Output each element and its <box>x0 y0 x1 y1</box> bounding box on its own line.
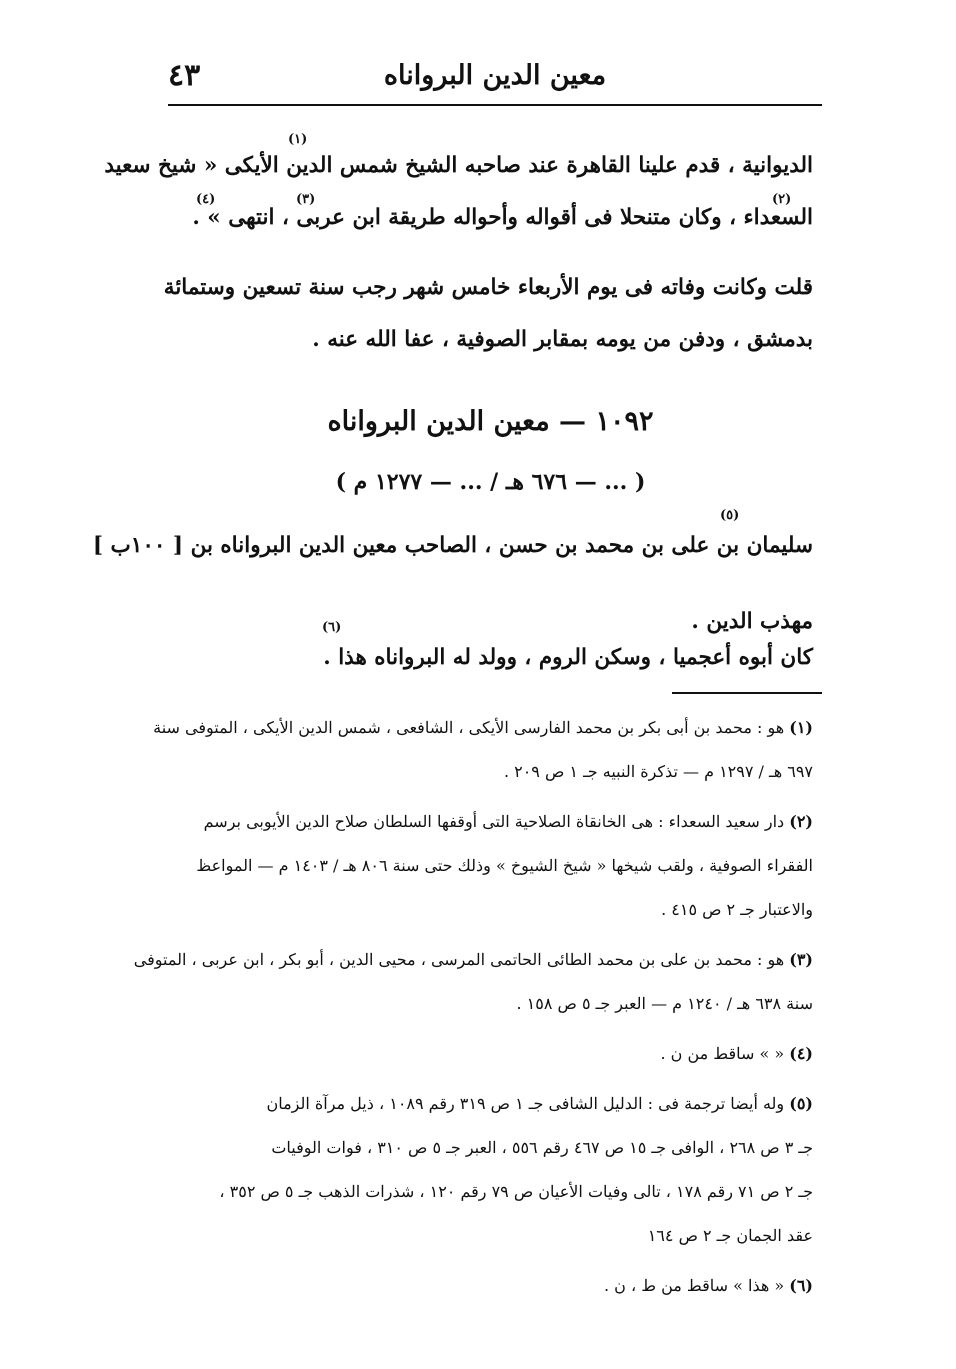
footnote-line <box>168 1264 813 1308</box>
page-number: ٤٣ <box>168 58 201 93</box>
running-head <box>168 58 822 98</box>
paragraph-continuation <box>104 140 813 244</box>
header-rule <box>168 104 822 106</box>
footnote-text: « هذا » ساقط من ط ، ن . <box>603 1276 785 1295</box>
footnote-text: هو : محمد بن على بن محمد الطائى الحاتمى المرسى ، محيى الدين ، أبو بكر ، ابن عربى ، المتوفى <box>133 950 785 969</box>
footnote-line: ٦٩٧ هـ / ١٢٩٧ م — تذكرة النبيه جـ ١ ص ٢٠٩ . <box>503 762 813 781</box>
footnote-line <box>153 706 813 750</box>
footnotes <box>133 706 813 1314</box>
text-line: السعداء ، وكان متنحلا فى أقواله وأحواله طريقة ابن عربى ، انتهى » . <box>192 205 813 230</box>
text-line: كان أبوه أعجميا ، وسكن الروم ، وولد له البرواناه هذا . <box>323 645 813 670</box>
footnote-line: سنة ٦٣٨ هـ / ١٢٤٠ م — العبر جـ ٥ ص ١٥٨ . <box>516 994 813 1013</box>
footnote-5 <box>168 1082 813 1258</box>
footnote-line <box>133 938 813 982</box>
book-page: ٤٣ معين الدين البرواناه الديوانية ، قدم علينا القاهرة عند صاحبه الشيخ شمس الدين الأيكى « شيخ سعيد السعداء ، وكان متنحلا فى أقواله وأحواله طريقة ابن عربى ، انتهى » . (١) (٢) (٣) (٤) قلت وكانت وفاته فى يوم الأربعاء خامس شهر رجب سنة تسعين وستمائة بدمشق ، ودفن من يومه بمقابر الصوفية ، عفا الله عنه . ١٠٩٢ — معين الدين البرواناه ( ... — ٦٧٦ هـ / ... — ١٢٧٧ م ) سليمان بن على بن محمد بن حسن ، الصاحب معين الدين البرواناه بن [ ١٠٠ب ] مهذب الدين . (٥) كان أبوه أعجميا ، وسكن الروم ، وولد له البرواناه هذا . (٦) (١) هو : محمد بن أبى بكر بن محمد الفارسى الأيكى ، الشافعى ، شمس الدين الأيكى ، المتوفى سنة ٦٩٧ هـ / ١٢٩٧ م — تذكرة النبيه جـ ١ ص ٢٠٩ . (٢) دار سعيد السعداء : هى الخانقاة الصلاحية التى أوقفها السلطان صلاح الدين الأيوبى برسم الفقراء الصوفية ، ولقب شيخها « شيخ الشيوخ » وذلك حتى سنة ٨٠٦ هـ / ١٤٠٣ م — المواعظ والاعتبار جـ ٢ ص ٤١٥ . (٣) هو : محمد بن على بن محمد الطائى الحاتمى المرسى ، محيى الدين ، أبو بكر ، ابن عربى ، المتوفى سنة ٦٣٨ هـ / ١٢٤٠ م — العبر جـ ٥ ص ١٥٨ . (٤) « » ساقط من ن . (٥) وله أيضا ترجمة فى : الدليل الشافى جـ ١ ص ٣١٩ رقم ١٠٨٩ ، ذيل مرآة الزمان جـ ٣ ص ٢٦٨ ، الوافى جـ ١٥ ص ٤٦٧ رقم ٥٥٦ ، العبر جـ ٥ ص ٣١٠ ، فوات الوفيات جـ ٢ ص ٧١ رقم ١٧٨ ، تالى وفيات الأعيان ص ٧٩ رقم ١٢٠ ، شذرات الذهب جـ ٥ ص ٣٥٢ ، عقد الجمان جـ ٢ ص ١٦٤ (٦) « هذا » ساقط من ط ، ن . <box>0 0 956 1369</box>
footnote-2 <box>168 800 813 932</box>
footnote-4 <box>168 1032 813 1076</box>
footnote-line: الفقراء الصوفية ، ولقب شيخها « شيخ الشيوخ » وذلك حتى سنة ٨٠٦ هـ / ١٤٠٣ م — المواعظ <box>196 856 813 875</box>
footnote-number: (٢) <box>789 812 813 831</box>
footnote-1 <box>153 706 813 794</box>
footnote-line <box>168 1032 813 1076</box>
running-title: معين الدين البرواناه <box>383 60 607 91</box>
paragraph-origin <box>168 632 813 684</box>
text-line: قلت وكانت وفاته فى يوم الأربعاء خامس شهر رجب سنة تسعين وستمائة <box>163 275 813 300</box>
footnote-line: جـ ٣ ص ٢٦٨ ، الوافى جـ ١٥ ص ٤٦٧ رقم ٥٥٦ ، العبر جـ ٥ ص ٣١٠ ، فوات الوفيات <box>271 1138 813 1157</box>
text-line: سليمان بن على بن محمد بن حسن ، الصاحب معين الدين البرواناه بن [ ١٠٠ب ] <box>92 533 813 558</box>
entry-title: ١٠٩٢ — معين الدين البرواناه <box>327 406 654 437</box>
text-line: مهذب الدين . <box>691 609 813 634</box>
paragraph-death <box>163 262 813 366</box>
footnote-line: عقد الجمان جـ ٢ ص ١٦٤ <box>647 1226 813 1245</box>
footnote-number: (٤) <box>789 1044 813 1063</box>
footnote-rule <box>672 692 822 694</box>
footnote-text: دار سعيد السعداء : هى الخانقاة الصلاحية التى أوقفها السلطان صلاح الدين الأيوبى برسم <box>203 812 785 831</box>
footnote-text: وله أيضا ترجمة فى : الدليل الشافى جـ ١ ص ٣١٩ رقم ١٠٨٩ ، ذيل مرآة الزمان <box>266 1094 785 1113</box>
footnote-6 <box>168 1264 813 1308</box>
footnote-number: (٦) <box>789 1276 813 1295</box>
footnote-line <box>168 1082 813 1126</box>
footnote-line: جـ ٢ ص ٧١ رقم ١٧٨ ، تالى وفيات الأعيان ص ٧٩ رقم ١٢٠ ، شذرات الذهب جـ ٥ ص ٣٥٢ ، <box>219 1182 813 1201</box>
footnote-text: هو : محمد بن أبى بكر بن محمد الفارسى الأيكى ، الشافعى ، شمس الدين الأيكى ، المتوفى سنة <box>153 718 785 737</box>
footnote-line <box>168 800 813 844</box>
paragraph-name <box>92 520 813 648</box>
footnote-line: والاعتبار جـ ٢ ص ٤١٥ . <box>661 900 813 919</box>
text-line: بدمشق ، ودفن من يومه بمقابر الصوفية ، عفا الله عنه . <box>312 327 813 352</box>
footnote-number: (٣) <box>789 950 813 969</box>
footnote-text: « » ساقط من ن . <box>660 1044 785 1063</box>
entry-dates: ( ... — ٦٧٦ هـ / ... — ١٢٧٧ م ) <box>335 469 646 495</box>
text-line: الديوانية ، قدم علينا القاهرة عند صاحبه الشيخ شمس الدين الأيكى « شيخ سعيد <box>104 153 813 178</box>
footnote-number: (٥) <box>789 1094 813 1113</box>
footnote-number: (١) <box>789 718 813 737</box>
footnote-3 <box>133 938 813 1026</box>
